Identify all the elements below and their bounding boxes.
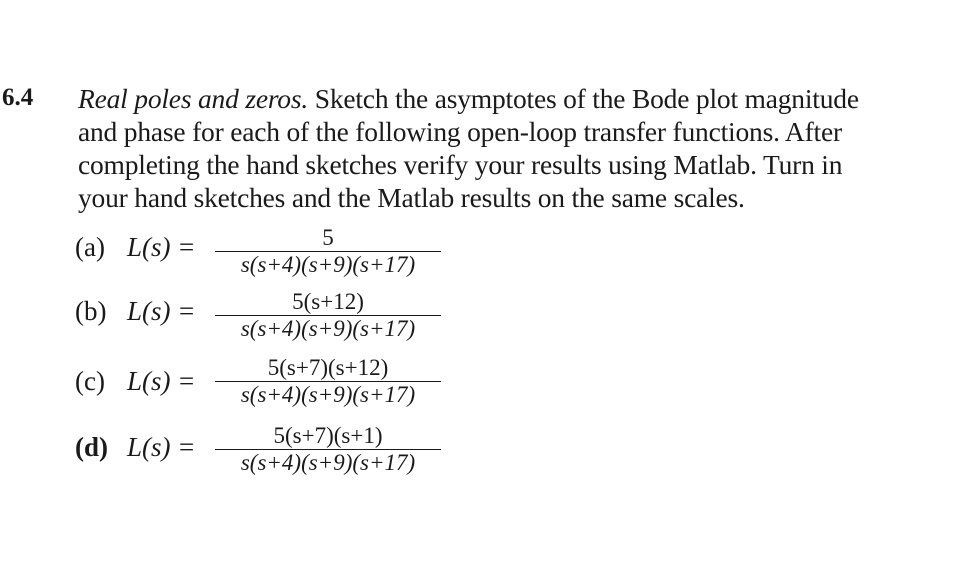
equation-d-lhs: L(s) =: [127, 432, 196, 462]
equation-d-denominator: s(s+4)(s+9)(s+17): [215, 449, 441, 475]
equation-a-label: [75, 232, 195, 263]
equation-a-lhs: L(s) =: [127, 232, 196, 262]
equation-c-denominator: s(s+4)(s+9)(s+17): [215, 381, 441, 407]
equation-c-numerator: 5(s+7)(s+12): [267, 355, 389, 380]
equation-b-numerator: 5(s+12): [292, 289, 364, 314]
equation-d-fraction: [215, 424, 441, 475]
equation-c-letter: (c): [75, 366, 105, 396]
problem-number: 6.4: [2, 84, 34, 111]
equation-a-denominator: s(s+4)(s+9)(s+17): [215, 251, 441, 277]
equation-d-numerator: 5(s+7)(s+1): [273, 423, 383, 448]
problem-line-4: your hand sketches and the Matlab results on the same scales.: [78, 182, 745, 213]
equation-a-numerator: 5: [322, 225, 334, 250]
equation-b-lhs: L(s) =: [127, 296, 196, 326]
problem-line-2: and phase for each of the following open-loop transfer functions. After: [78, 116, 842, 147]
equation-c-lhs: L(s) =: [127, 366, 196, 396]
equation-d-letter: (d): [75, 432, 108, 462]
equation-d-label: [75, 432, 195, 463]
equation-c-label: [75, 366, 195, 397]
problem-heading: Real poles and zeros.: [78, 83, 309, 114]
problem-line-1: [78, 82, 958, 115]
problem-statement: [78, 82, 958, 214]
problem-line-3: completing the hand sketches verify your results using Matlab. Turn in: [78, 149, 843, 180]
equation-a-fraction: [215, 226, 441, 277]
equation-b-label: [75, 296, 195, 327]
equation-b-denominator: s(s+4)(s+9)(s+17): [215, 315, 441, 341]
equation-b-fraction: [215, 290, 441, 341]
equation-a-letter: (a): [75, 232, 105, 262]
equation-b-letter: (b): [75, 296, 107, 326]
problem-line-1-text: Sketch the asymptotes of the Bode plot magnitude: [308, 83, 859, 114]
equation-c-fraction: [215, 356, 441, 407]
